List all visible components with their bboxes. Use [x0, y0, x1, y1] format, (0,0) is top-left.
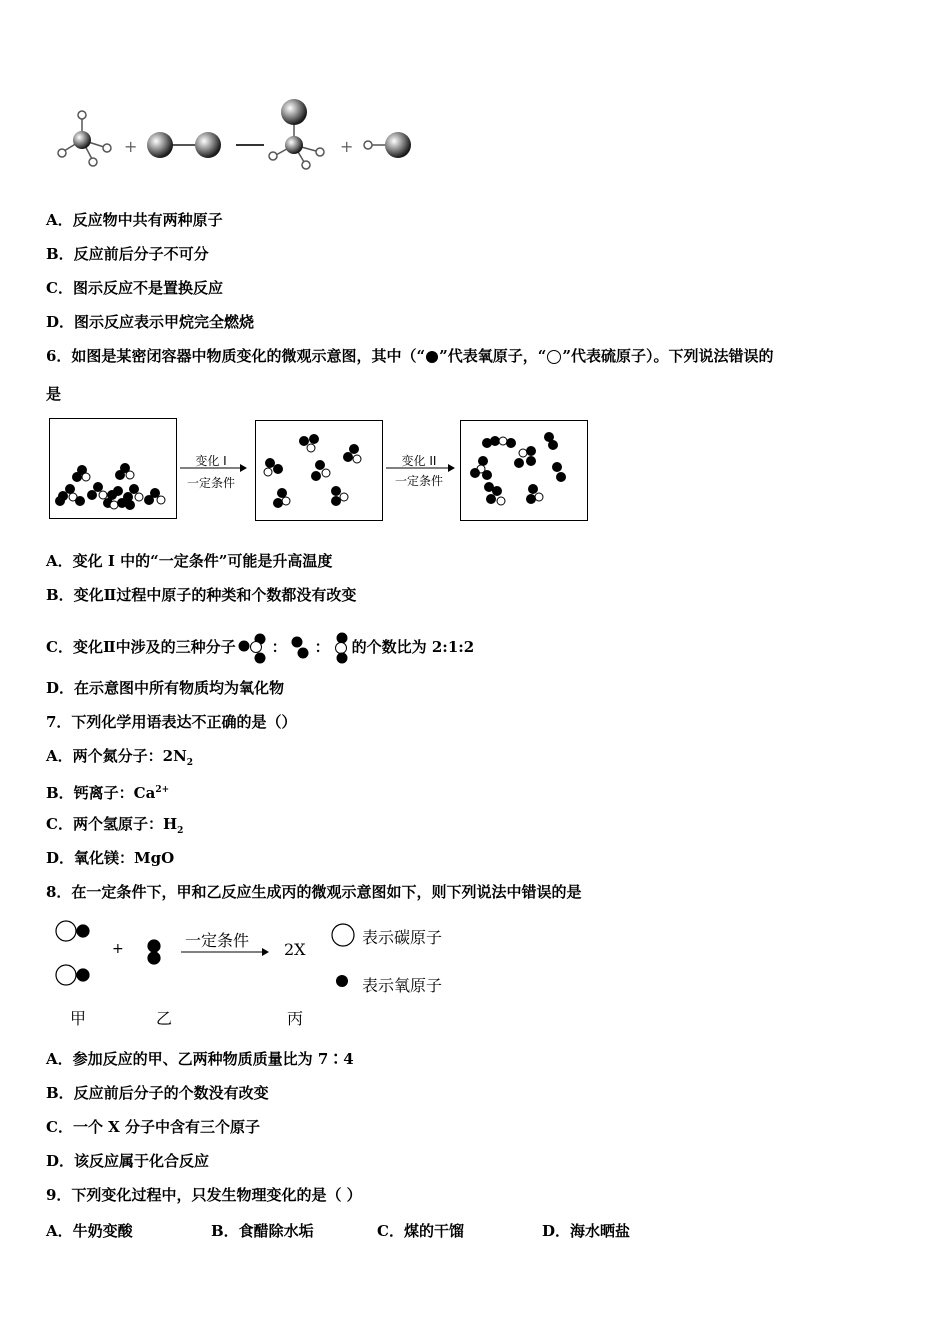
- q7-option-b-sup: 2+: [155, 785, 170, 795]
- q5-option-c[interactable]: C．图示反应不是置换反应: [46, 279, 223, 297]
- q8-option-c[interactable]: C．一个 X 分子中含有三个原子: [46, 1118, 261, 1136]
- q6-option-a[interactable]: A．变化 I 中的“一定条件”可能是升高温度: [46, 552, 333, 570]
- q8-legend-carbon: 表示碳原子: [362, 928, 443, 947]
- svg-text:+: +: [340, 137, 354, 156]
- q6-arrow-1-bottom-label: 一定条件: [186, 476, 235, 490]
- q8-option-d[interactable]: D．该反应属于化合反应: [46, 1152, 210, 1170]
- q6-arrow-1-top-label: 变化 I: [195, 454, 227, 468]
- q6-box-2-molecules: [256, 421, 382, 520]
- q7-option-b-text: B．钙离子：Ca: [46, 784, 156, 802]
- q6-option-c-prefix: C．变化Ⅱ中涉及的三种分子: [46, 638, 236, 656]
- q6-option-d[interactable]: D．在示意图中所有物质均为氧化物: [46, 679, 285, 697]
- o2-cluster: [545, 433, 558, 450]
- q8-reaction-diagram: [50, 915, 290, 995]
- o2-cluster: [108, 487, 123, 500]
- so2-cluster: [274, 489, 291, 508]
- q6-box-3-molecules: [461, 421, 587, 520]
- q8-label-bing: 丙: [287, 1009, 304, 1028]
- q6-stem-line2: 是: [46, 385, 62, 403]
- q6-box-3: [460, 420, 588, 521]
- o2-cluster: [553, 463, 566, 482]
- q7-option-c[interactable]: [46, 814, 183, 841]
- q9-option-d[interactable]: D．海水晒盐: [542, 1222, 631, 1240]
- hydrogen-chloride-molecule: [364, 132, 411, 158]
- so2-cluster: [116, 464, 135, 480]
- q6-option-c-suffix: 的个数比为 2:1:2: [351, 638, 475, 656]
- q7-option-c-text: C．两个氢原子：H: [46, 815, 178, 833]
- so2-cluster: [344, 445, 362, 464]
- svg-text:+: +: [124, 137, 138, 156]
- q5-option-b[interactable]: B．反应前后分子不可分: [46, 245, 209, 263]
- chloromethane-molecule: [269, 99, 324, 169]
- q5-option-a[interactable]: A．反应物中共有两种原子: [46, 211, 223, 229]
- o2-cluster: [118, 499, 135, 510]
- q8-condition-label: 一定条件: [185, 931, 250, 950]
- q7-option-c-sub: 2: [177, 826, 184, 836]
- q8-option-a[interactable]: A．参加反应的甲、乙两种物质质量比为 7∶4: [46, 1050, 354, 1068]
- oxygen-atom-icon: [425, 350, 439, 364]
- q8-product-label: 2X: [284, 940, 306, 959]
- oxygen-atom-legend-icon: [334, 973, 350, 989]
- q8-option-b[interactable]: B．反应前后分子的个数没有改变: [46, 1084, 269, 1102]
- q8-plus-sign: +: [112, 941, 124, 957]
- q7-stem: 7．下列化学用语表达不正确的是（）: [46, 713, 297, 731]
- q7-option-b[interactable]: [46, 780, 169, 803]
- q7-option-d[interactable]: D．氧化镁：MgO: [46, 849, 175, 867]
- so2-cluster: [264, 459, 283, 477]
- co-molecule: [56, 921, 89, 941]
- q9-option-b[interactable]: B．食醋除水垢: [211, 1222, 314, 1240]
- q7-option-a-text: A．两个氮分子：2N: [46, 747, 187, 765]
- q7-option-a-sub: 2: [186, 758, 194, 768]
- so3-molecule-icon: [236, 632, 272, 664]
- q8-legend-oxygen: 表示氧原子: [362, 976, 443, 995]
- q6-box-1: [49, 418, 177, 519]
- so2-cluster: [145, 489, 166, 505]
- q9-option-c[interactable]: C．煤的干馏: [377, 1222, 464, 1240]
- so2-molecule-icon: [330, 631, 352, 665]
- so2-cluster: [88, 483, 108, 500]
- so3-cluster: [485, 483, 506, 506]
- o2-molecule-icon: [287, 632, 315, 664]
- q8-label-yi: 乙: [156, 1009, 173, 1028]
- q6-stem: [46, 346, 773, 366]
- so3-cluster: [483, 437, 516, 448]
- q7-option-a[interactable]: [46, 746, 193, 773]
- so2-cluster: [312, 461, 331, 481]
- so2-cluster: [104, 499, 119, 510]
- q9-stem: 9．下列变化过程中，只发生物理变化的是（ ）: [46, 1186, 362, 1204]
- q6-box-2: [255, 420, 383, 521]
- o2-molecule: [148, 940, 160, 964]
- so2-cluster: [73, 466, 91, 482]
- so3-cluster: [515, 447, 536, 468]
- sulfur-atom-icon: [546, 349, 562, 365]
- so3-cluster: [471, 457, 492, 480]
- q6-arrow-2-bottom-label: 一定条件: [394, 474, 443, 488]
- q6-stem-part3: ”代表硫原子）。下列说法错误的: [562, 347, 774, 365]
- q8-label-jia: 甲: [70, 1009, 87, 1028]
- so2-cluster: [300, 435, 319, 453]
- q6-stem-part1: 6．如图是某密闭容器中物质变化的微观示意图，其中（“: [46, 347, 426, 365]
- carbon-atom-legend-icon: [330, 922, 356, 948]
- q9-option-a[interactable]: A．牛奶变酸: [46, 1222, 133, 1240]
- so2-cluster: [527, 485, 544, 504]
- q6-arrow-2-top-label: 变化 II: [401, 454, 437, 468]
- q6-option-c-sep-1: ：: [271, 638, 287, 656]
- so2-cluster: [124, 485, 144, 502]
- q5-reaction-diagram: [50, 95, 420, 175]
- methane-molecule: [58, 111, 111, 166]
- co-molecule: [56, 965, 89, 985]
- q6-option-c[interactable]: [46, 631, 474, 665]
- q5-option-d[interactable]: D．图示反应表示甲烷完全燃烧: [46, 313, 255, 331]
- q8-stem: 8．在一定条件下，甲和乙反应生成丙的微观示意图如下，则下列说法中错误的是: [46, 883, 582, 901]
- q6-box-1-molecules: [50, 419, 176, 518]
- q6-stem-part2: ”代表氧原子，“: [439, 347, 547, 365]
- q6-option-c-sep-2: ：: [314, 638, 330, 656]
- so2-cluster: [332, 487, 349, 506]
- chlorine-molecule: [147, 132, 221, 158]
- q6-option-b[interactable]: B．变化Ⅱ过程中原子的种类和个数都没有改变: [46, 586, 357, 604]
